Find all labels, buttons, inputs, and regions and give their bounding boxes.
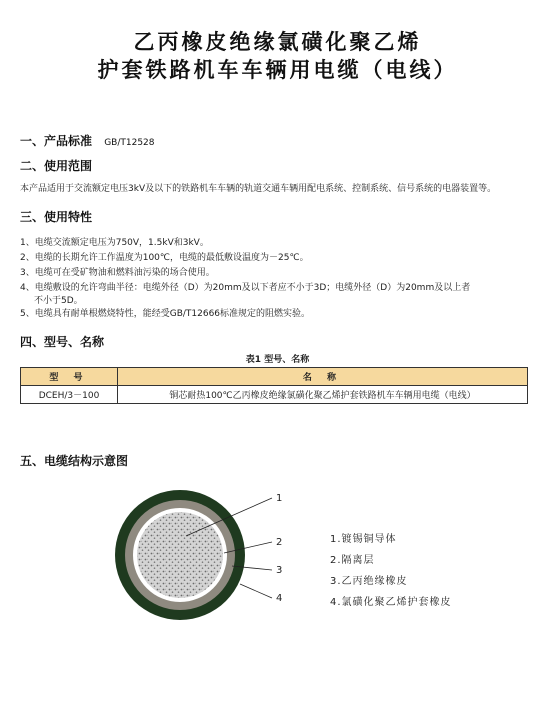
legend-item: 2.隔离层 [330, 555, 375, 566]
standard-code: GB/T12528 [104, 138, 155, 148]
column-header-model: 型 号 [21, 368, 118, 386]
callout-number: 2 [276, 537, 283, 548]
callout-number: 1 [276, 493, 283, 504]
section2-text: 本产品适用于交流额定电压3kV及以下的铁路机车车辆的轨道交通车辆用配电系统、控制系统、信号系统的电器装置等。 [20, 184, 497, 194]
table-row [21, 386, 528, 404]
page-title-line1: 乙丙橡皮绝缘氯磺化聚乙烯 [133, 30, 422, 54]
feature-item: 2、电缆的长期允许工作温度为100℃，电缆的最低敷设温度为－25℃。 [20, 253, 309, 263]
feature-item: 3、电缆可在受矿物油和燃料油污染的场合使用。 [20, 268, 215, 278]
feature-item: 1、电缆交流额定电压为750V，1.5kV和3kV。 [20, 238, 209, 248]
cell-name: 铜芯耐热100℃乙丙橡皮绝缘氯磺化聚乙烯护套铁路机车车辆用电缆（电线） [118, 386, 528, 404]
insulation-layer [125, 500, 235, 610]
callout-number: 3 [276, 565, 283, 576]
column-header-name: 名 称 [118, 368, 528, 386]
table-header-row [21, 368, 528, 386]
callout-line-2 [224, 542, 272, 553]
jacket-layer [115, 490, 245, 620]
feature-item: 4、电缆敷设的允许弯曲半径：电缆外径（D）为20mm及以下者应不小于3D；电缆外径（D）为20mm及以上者 [20, 283, 471, 293]
legend-item: 1.镀锡铜导体 [330, 534, 397, 545]
table-caption: 表1 型号、名称 [245, 355, 310, 365]
section5-heading: 五、电缆结构示意图 [20, 454, 129, 468]
feature-item: 5、电缆具有耐单根燃烧特性，能经受GB/T12666标准规定的阻燃实验。 [20, 309, 311, 319]
conductor-core [137, 512, 223, 598]
section1-heading: 一、产品标准 [20, 134, 93, 148]
model-name-table [20, 367, 528, 404]
callout-line-3 [232, 566, 272, 570]
legend-item: 4.氯磺化聚乙烯护套橡皮 [330, 597, 452, 608]
cell-model: DCEH/3－100 [21, 386, 118, 404]
callout-line-1 [186, 498, 272, 536]
page-title-line2: 护套铁路机车车辆用电缆（电线） [97, 58, 458, 82]
section3-heading: 三、使用特性 [20, 210, 93, 224]
callout-line-4 [240, 584, 272, 598]
callout-number: 4 [276, 593, 283, 604]
section2-heading: 二、使用范围 [20, 159, 93, 173]
section-product-standard [20, 132, 155, 149]
separator-layer [133, 508, 227, 602]
legend-item: 3.乙丙绝缘橡皮 [330, 576, 408, 587]
section4-heading: 四、型号、名称 [20, 335, 105, 349]
feature-item-continued: 不小于5D。 [34, 296, 83, 306]
